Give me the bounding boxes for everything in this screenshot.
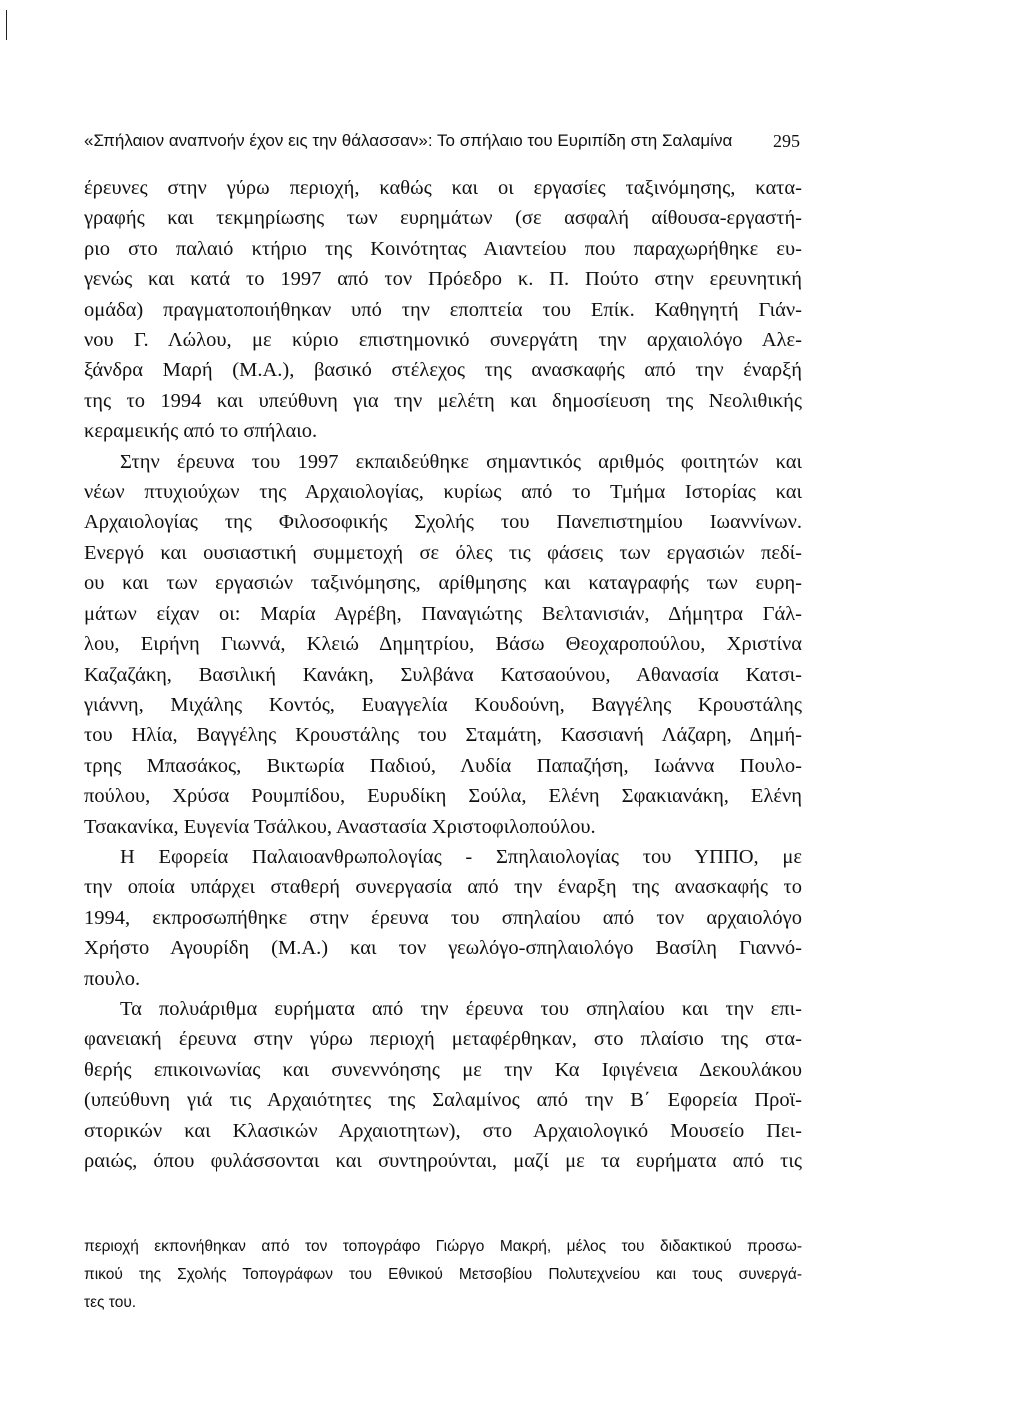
body-line: θερής επικοινωνίας και συνεννόησης με την Κα Ιφιγένεια Δεκουλάκου xyxy=(84,1058,802,1081)
body-line: πούλου, Χρύσα Ρουμπίδου, Ευρυδίκη Σούλα, Ελένη Σφακιανάκη, Ελένη xyxy=(84,785,802,808)
body-line: (υπεύθυνη γιά τις Αρχαιότητες της Σαλαμίνος από την Β΄ Εφορεία Προϊ- xyxy=(84,1089,802,1112)
body-line: κεραμεικής από το σπήλαιο. xyxy=(84,420,318,443)
body-line: φανειακή έρευνα στην γύρω περιοχή μεταφέρθηκαν, στο πλαίσιο της στα- xyxy=(84,1028,802,1051)
footnote-line: περιοχή εκπονήθηκαν από τον τοπογράφο Γιώργο Μακρή, μέλος του διδακτικού προσω- xyxy=(84,1238,802,1255)
body-line: της το 1994 και υπεύθυνη για την μελέτη και δημοσίευση της Νεολιθικής xyxy=(84,389,802,412)
body-line: μάτων είχαν οι: Μαρία Αγρέβη, Παναγιώτης Βελτανισιάν, Δήμητρα Γάλ- xyxy=(84,602,802,625)
body-line: τρης Μπασάκος, Βικτωρία Παδιού, Λυδία Παπαζήση, Ιωάννα Πουλο- xyxy=(84,754,802,777)
body-line: πουλο. xyxy=(84,967,141,990)
body-line: γραφής και τεκμηρίωσης των ευρημάτων (σε ασφαλή αίθουσα-εργαστή- xyxy=(84,207,802,230)
body-line: Ενεργό και ουσιαστική συμμετοχή σε όλες τις φάσεις των εργασιών πεδί- xyxy=(84,541,802,564)
footnote-line: τες του. xyxy=(84,1294,137,1311)
body-line: νέων πτυχιούχων της Αρχαιολογίας, κυρίως από το Τμήμα Ιστορίας και xyxy=(84,481,802,504)
body-line: Τσακανίκα, Ευγενία Τσάλκου, Αναστασία Χριστοφιλοπούλου. xyxy=(84,815,596,838)
body-line: γενώς και κατά το 1997 από τον Πρόεδρο κ. Π. Πούτο στην ερευνητική xyxy=(84,268,802,291)
body-line: Στην έρευνα του 1997 εκπαιδεύθηκε σημαντικός αριθμός φοιτητών και xyxy=(120,450,802,473)
body-line: ραιώς, όπου φυλάσσονται και συντηρούνται, μαζί με τα ευρήματα από τις xyxy=(84,1150,802,1172)
body-line: Αρχαιολογίας της Φιλοσοφικής Σχολής του Πανεπιστημίου Ιωαννίνων. xyxy=(84,511,802,534)
body-line: του Ηλία, Βαγγέλης Κρουστάλης του Σταμάτη, Κασσιανή Λάζαρη, Δημή- xyxy=(84,724,802,747)
body-line: ξάνδρα Μαρή (Μ.Α.), βασικό στέλεχος της ανασκαφής από την έναρξή xyxy=(84,359,802,382)
body-line: νου Γ. Λώλου, με κύριο επιστημονικό συνεργάτη την αρχαιολόγο Αλε- xyxy=(84,329,802,352)
running-header xyxy=(84,126,800,156)
body-line: λου, Ειρήνη Γιωννά, Κλειώ Δημητρίου, Βάσω Θεοχαροπούλου, Χριστίνα xyxy=(84,633,802,656)
body-line: Καζαζάκη, Βασιλική Κανάκη, Συλβάνα Κατσαούνου, Αθανασία Κατσι- xyxy=(84,663,802,686)
body-text xyxy=(84,173,802,1176)
body-line: Η Εφορεία Παλαιοανθρωπολογίας - Σπηλαιολογίας του ΥΠΠΟ, με xyxy=(120,845,802,868)
running-header-title: «Σπήλαιον αναπνοήν έχον εις την θάλασσαν»: Το σπήλαιο του Ευριπίδη στη Σαλαμίνα xyxy=(84,131,733,150)
page-number: 295 xyxy=(773,131,800,151)
footnote-line: πικού της Σχολής Τοπογράφων του Εθνικού Μετσοβίου Πολυτεχνείου και τους συνεργά- xyxy=(84,1266,802,1283)
body-line: έρευνες στην γύρω περιοχή, καθώς και οι εργασίες ταξινόμησης, κατα- xyxy=(84,177,802,199)
scan-margin-mark xyxy=(6,10,7,40)
body-line: 1994, εκπροσωπήθηκε στην έρευνα του σπηλαίου από τον αρχαιολόγο xyxy=(84,906,802,929)
body-line: ομάδα) πραγματοποιήθηκαν υπό την εποπτεία του Επίκ. Καθηγητή Γιάν- xyxy=(84,298,802,321)
body-line: ριο στο παλαιό κτήριο της Κοινότητας Αιαντείου που παραχωρήθηκε ευ- xyxy=(84,237,802,260)
body-line: Χρήστο Αγουρίδη (Μ.Α.) και τον γεωλόγο-σπηλαιολόγο Βασίλη Γιαννό- xyxy=(84,937,802,960)
body-line: ου και των εργασιών ταξινόμησης, αρίθμησης και καταγραφής των ευρη- xyxy=(84,572,802,595)
footnote xyxy=(84,1233,802,1317)
body-line: γιάννη, Μιχάλης Κοντός, Ευαγγελία Κουδούνη, Βαγγέλης Κρουστάλης xyxy=(84,693,802,716)
body-line: την οποία υπάρχει σταθερή συνεργασία από την έναρξη της ανασκαφής το xyxy=(84,876,802,899)
body-line: Τα πολυάριθμα ευρήματα από την έρευνα του σπηλαίου και την επι- xyxy=(120,997,802,1020)
body-line: στορικών και Κλασικών Αρχαιοτητων), στο Αρχαιολογικό Μουσείο Πει- xyxy=(84,1119,802,1142)
